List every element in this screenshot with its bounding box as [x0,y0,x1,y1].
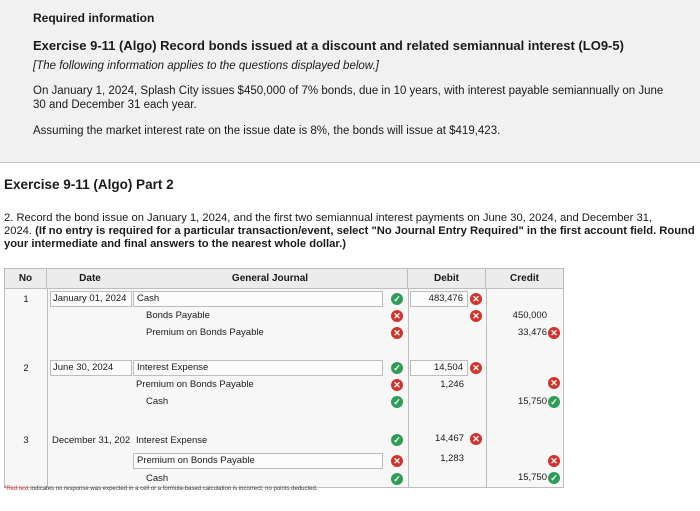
x-circle-icon: ✕ [470,293,482,305]
account-select[interactable]: Interest Expense [133,360,383,376]
x-circle-icon: ✕ [548,327,560,339]
check-circle-icon: ✓ [391,362,403,374]
footnote-text: indicates no response was expected in a cell or a formula-based calculation is incorrect; no points deducted. [28,486,318,492]
x-circle-icon: ✕ [548,377,560,389]
check-circle-icon: ✓ [391,396,403,408]
column-divider [47,289,48,487]
problem-statement: On January 1, 2024, Splash City issues $450,000 of 7% bonds, due in 10 years, with interest payable semiannually on June 30 and December 31 each year. [33,85,664,111]
account-select[interactable]: Cash [146,473,169,484]
question-line-3: your intermediate and final answers to the nearest whole dollar.) [4,238,346,250]
account-select[interactable]: Bonds Payable [146,310,210,321]
date-select[interactable]: June 30, 2024 [50,360,132,376]
account-select[interactable]: Interest Expense [136,435,208,446]
x-circle-icon: ✕ [391,455,403,467]
check-circle-icon: ✓ [548,472,560,484]
credit-input[interactable]: 15,750 [517,396,547,407]
journal-table [4,268,564,488]
entry-number: 1 [23,294,29,305]
date-select[interactable]: December 31, 202 [52,435,131,446]
col-header-date: Date [47,269,133,289]
question-line-2 [4,225,700,238]
col-header-credit: Credit [486,269,563,289]
required-information-panel [0,0,700,163]
exercise-title: Exercise 9-11 (Algo) Record bonds issued at a discount and related semiannual interest (LO9-5) [33,38,624,53]
entry-number: 3 [23,435,29,446]
debit-input[interactable]: 483,476 [410,291,468,307]
account-select[interactable]: Premium on Bonds Payable [146,327,264,338]
x-circle-icon: ✕ [391,327,403,339]
debit-input[interactable]: 1,283 [440,453,464,464]
account-select[interactable]: Premium on Bonds Payable [133,453,383,469]
check-circle-icon: ✓ [391,293,403,305]
col-header-debit: Debit [408,269,486,289]
entry-number: 2 [23,363,29,374]
market-rate-statement: Assuming the market interest rate on the issue date is 8%, the bonds will issue at $419,423. [33,125,501,137]
question-line-2-plain: 2024. [4,225,32,237]
column-divider [486,289,487,487]
check-circle-icon: ✓ [548,396,560,408]
credit-input[interactable]: 450,000 [512,310,547,321]
debit-input[interactable]: 1,246 [440,379,464,390]
x-circle-icon: ✕ [470,433,482,445]
footnote [4,486,318,492]
date-select[interactable]: January 01, 2024 [50,291,132,307]
x-circle-icon: ✕ [548,455,560,467]
footnote-red-text: *Red text [4,486,29,492]
info-note: [The following information applies to the questions displayed below.] [33,60,379,72]
required-information-heading: Required information [33,11,155,25]
col-header-no: No [5,269,47,289]
column-divider [408,289,409,487]
x-circle-icon: ✕ [391,379,403,391]
question-instruction: (If no entry is required for a particular transaction/event, select "No Journal Entry Required" in the first account field. Round [32,225,695,237]
account-select[interactable]: Premium on Bonds Payable [136,379,254,390]
question-text [4,212,700,251]
question-line-1: 2. Record the bond issue on January 1, 2024, and the first two semiannual interest payments on June 30, 2024, and December 31, [4,212,653,224]
debit-input[interactable]: 14,504 [410,360,468,376]
check-circle-icon: ✓ [391,434,403,446]
credit-input[interactable]: 15,750 [517,472,547,483]
check-circle-icon: ✓ [391,473,403,485]
credit-input[interactable]: 33,476 [517,327,547,338]
col-header-general-journal: General Journal [133,269,408,289]
x-circle-icon: ✕ [470,310,482,322]
part-title: Exercise 9-11 (Algo) Part 2 [4,177,174,192]
x-circle-icon: ✕ [470,362,482,374]
account-select[interactable]: Cash [146,396,169,407]
debit-input[interactable]: 14,467 [434,433,464,444]
x-circle-icon: ✕ [391,310,403,322]
account-select[interactable]: Cash [133,291,383,307]
